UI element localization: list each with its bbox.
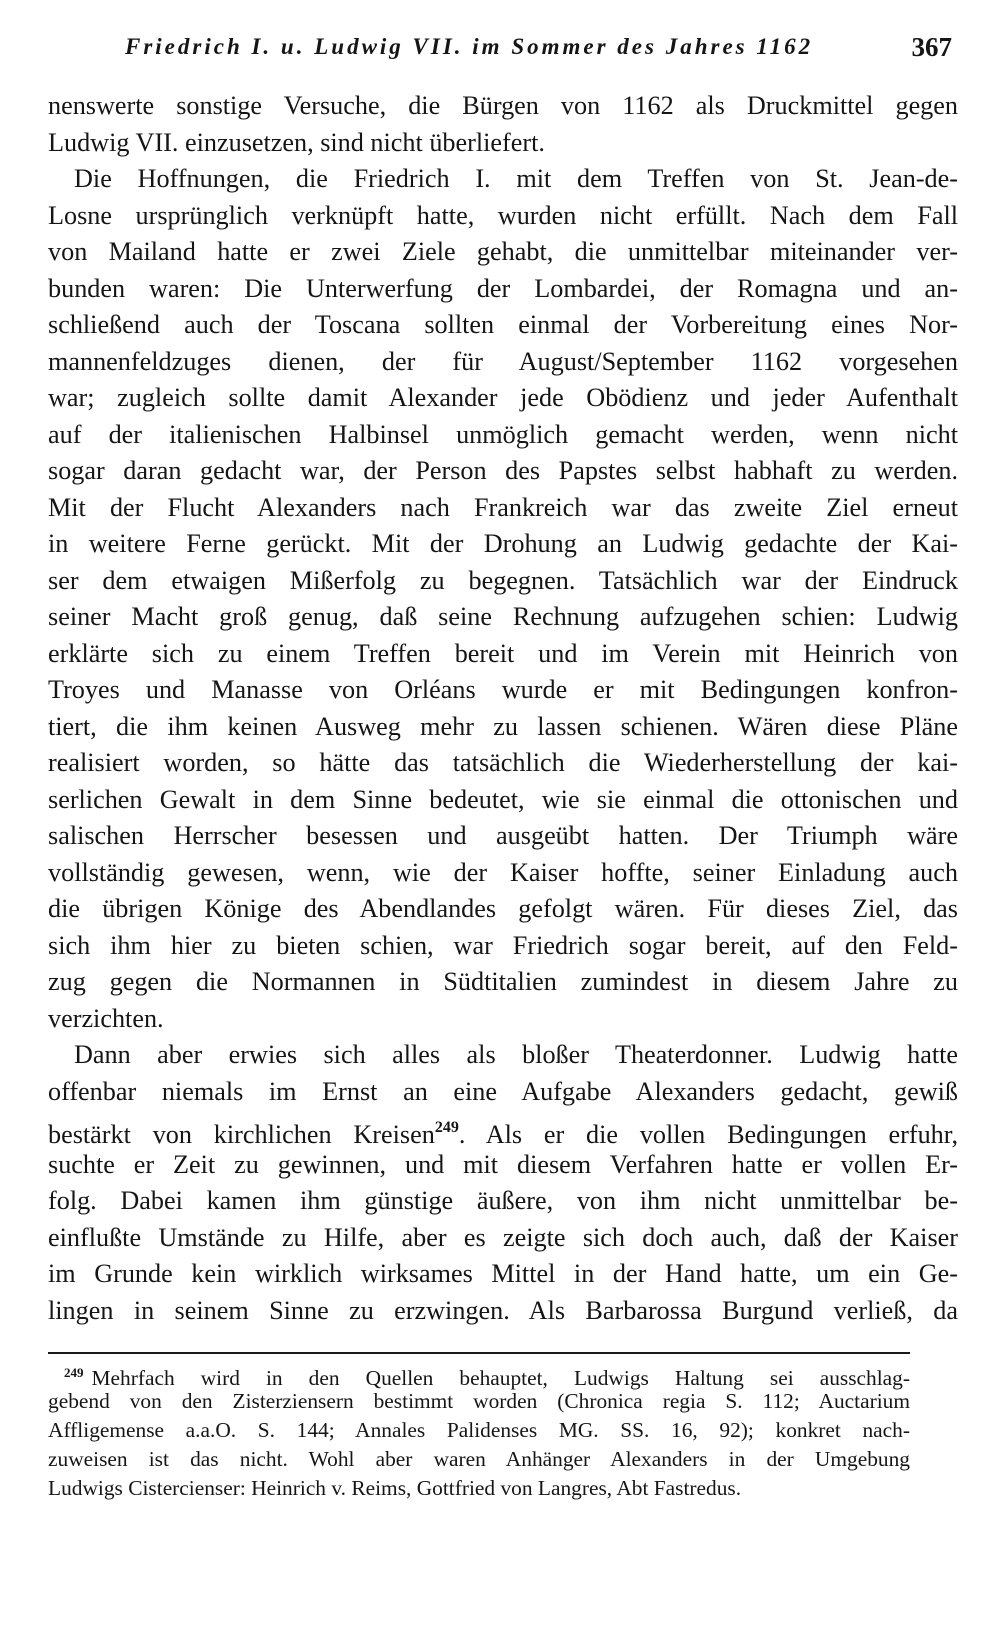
footnote-reference[interactable]: 249 <box>434 1119 459 1136</box>
running-head <box>50 34 952 74</box>
text-line: Dann aber erwies sich alles als bloßer Theaterdonner. Ludwig hatte <box>74 1040 958 1069</box>
text-line: ser dem etwaigen Mißerfolg zu begegnen. Tatsächlich war der Eindruck <box>48 565 958 595</box>
text-line: war; zugleich sollte damit Alexander jede Obödienz und jeder Aufenthalt <box>48 383 958 412</box>
footnote-line: gebend von den Zisterziensern bestimmt worden (Chronica regia S. 112; Auctarium <box>48 1389 910 1413</box>
footnote-line: Ludwigs Cistercienser: Heinrich v. Reims, Gottfried von Langres, Abt Fastredus. <box>48 1476 742 1500</box>
text-line-with-footnote-ref <box>48 1110 958 1147</box>
body-text <box>48 88 958 1329</box>
footnote <box>48 1358 910 1503</box>
text-line: serlichen Gewalt in dem Sinne bedeutet, wie sie einmal die ottonischen und <box>48 784 958 814</box>
footnote-line: Affligemense a.a.O. S. 144; Annales Palidenses MG. SS. 16, 92); konkret nach- <box>48 1418 910 1442</box>
text-line: Mit der Flucht Alexanders nach Frankreich war das zweite Ziel erneut <box>48 492 958 522</box>
page-number: 367 <box>911 32 952 62</box>
text-line: Ludwig VII. einzusetzen, sind nicht überliefert. <box>48 127 545 157</box>
footnote-line: zuweisen ist das nicht. Wohl aber waren Anhänger Alexanders in der Umgebung <box>48 1447 910 1471</box>
text-line: realisiert worden, so hätte das tatsächlich die Wiederherstellung der kai- <box>48 748 958 777</box>
footnote-divider <box>48 1352 910 1354</box>
text-line: mannenfeldzuges dienen, der für August/September 1162 vorgesehen <box>48 346 958 376</box>
text-line: nenswerte sonstige Versuche, die Bürgen von 1162 als Druckmittel gegen <box>48 91 958 120</box>
text-line: schließend auch der Toscana sollten einmal der Vorbereitung eines Nor- <box>48 310 958 339</box>
text-line: seiner Macht groß genug, daß seine Rechnung aufzugehen schien: Ludwig <box>48 602 958 631</box>
text-line: Die Hoffnungen, die Friedrich I. mit dem Treffen von St. Jean-de- <box>74 164 958 193</box>
text-line: auf der italienischen Halbinsel unmöglich gemacht werden, wenn nicht <box>48 419 958 449</box>
footnote-text: Mehrfach wird in den Quellen behauptet, Ludwigs Haltung sei ausschlag- <box>91 1366 910 1390</box>
text-line: in weitere Ferne gerückt. Mit der Drohung an Ludwig gedachte der Kai- <box>48 529 958 558</box>
text-line: tiert, die ihm keinen Ausweg mehr zu lassen schienen. Wären diese Pläne <box>48 711 958 741</box>
text-line: erklärte sich zu einem Treffen bereit und im Verein mit Heinrich von <box>48 638 958 668</box>
text-segment: bestärkt von kirchlichen Kreisen <box>48 1120 435 1149</box>
text-line: die übrigen Könige des Abendlandes gefolgt wären. Für dieses Ziel, das <box>48 894 958 923</box>
text-line: folg. Dabei kamen ihm günstige äußere, von ihm nicht unmittelbar be- <box>48 1186 958 1215</box>
text-line: einflußte Umstände zu Hilfe, aber es zeigte sich doch auch, daß der Kaiser <box>48 1222 958 1252</box>
footnote-marker: 249 <box>64 1365 84 1380</box>
text-line: von Mailand hatte er zwei Ziele gehabt, die unmittelbar miteinander ver- <box>48 237 958 266</box>
text-line: verzichten. <box>48 1003 164 1033</box>
text-line: zug gegen die Normannen in Südtitalien zumindest in diesem Jahre zu <box>48 967 958 996</box>
running-title: Friedrich I. u. Ludwig VII. im Sommer des Jahres 1162 <box>125 34 814 59</box>
text-line: offenbar niemals im Ernst an eine Aufgabe Alexanders gedacht, gewiß <box>48 1076 958 1106</box>
footnote-line <box>48 1358 910 1390</box>
text-line: suchte er Zeit zu gewinnen, und mit diesem Verfahren hatte er vollen Er- <box>48 1149 958 1179</box>
text-line: bunden waren: Die Unterwerfung der Lombardei, der Romagna und an- <box>48 273 958 303</box>
text-line: sich ihm hier zu bieten schien, war Friedrich sogar bereit, auf den Feld- <box>48 930 958 960</box>
text-line: salischen Herrscher besessen und ausgeübt hatten. Der Triumph wäre <box>48 821 958 850</box>
text-line: sogar daran gedacht war, der Person des Papstes selbst habhaft zu werden. <box>48 456 958 485</box>
text-segment: . Als er die vollen Bedingungen erfuhr, <box>458 1120 958 1149</box>
text-line: lingen in seinem Sinne zu erzwingen. Als Barbarossa Burgund verließ, da <box>48 1295 958 1325</box>
text-line: vollständig gewesen, wenn, wie der Kaiser hoffte, seiner Einladung auch <box>48 857 958 887</box>
text-line: Losne ursprünglich verknüpft hatte, wurden nicht erfüllt. Nach dem Fall <box>48 200 958 230</box>
text-line: Troyes und Manasse von Orléans wurde er mit Bedingungen konfron- <box>48 675 958 704</box>
text-line: im Grunde kein wirklich wirksames Mittel in der Hand hatte, um ein Ge- <box>48 1259 958 1288</box>
